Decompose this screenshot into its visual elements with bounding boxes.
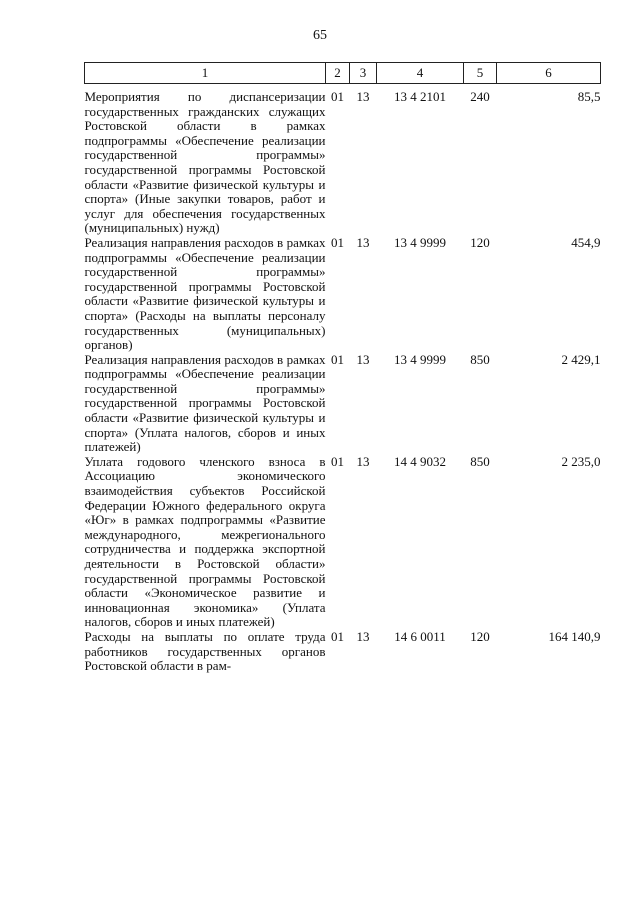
row-section-code: 01: [331, 351, 344, 367]
row-expense-type: 850: [470, 453, 490, 469]
table-header-row: [85, 63, 601, 84]
table-row: [85, 630, 601, 674]
budget-table: [84, 62, 601, 674]
row-section-code: 01: [331, 453, 344, 469]
header-col-5: 5: [464, 63, 497, 84]
row-expense-type: 120: [470, 628, 490, 644]
row-section-code: 01: [331, 89, 344, 104]
row-section-code: 01: [331, 628, 344, 644]
header-col-6: 6: [497, 63, 601, 84]
table-row: [85, 236, 601, 353]
row-target-article: 14 4 9032: [394, 453, 446, 469]
row-amount: 2 235,0: [561, 453, 601, 469]
row-subsection-code: 13: [356, 234, 370, 250]
row-description: Реализация направления расходов в рамках подпрограммы «Обеспечение реализации государственной программы» государственной программы Ростовской области «Развитие физической культуры и спорта» (Уплата налогов, сборов и иных платежей): [84, 351, 326, 455]
row-subsection-code: 13: [356, 453, 370, 469]
row-description: Расходы на выплаты по оплате труда работников государственных органов Ростовской области в рам-: [84, 628, 326, 674]
row-expense-type: 850: [470, 351, 490, 367]
row-description: Реализация направления расходов в рамках подпрограммы «Обеспечение реализации государственной программы» государственной программы Ростовской области «Развитие физической культуры и спорта» (Расходы на выплаты персоналу государственных (муниципальных) органов): [84, 234, 326, 353]
row-description: Мероприятия по диспансеризации государственных гражданских служащих Ростовской области в рамках подпрограммы «Обеспечение реализации государственной программы» государственной программы Ростовской области «Развитие физической культуры и спорта» (Иные закупки товаров, работ и услуг для обеспечения государственных (муниципальных) нужд): [84, 89, 326, 236]
row-expense-type: 120: [470, 234, 490, 250]
row-target-article: 13 4 9999: [394, 234, 446, 250]
header-col-1: 1: [85, 63, 326, 84]
row-target-article: 14 6 0011: [394, 628, 446, 644]
row-amount: 454,9: [571, 234, 601, 250]
table-row: [85, 455, 601, 630]
page-number: 65: [313, 28, 327, 43]
row-expense-type: 240: [470, 89, 490, 104]
row-section-code: 01: [331, 234, 344, 250]
header-col-4: 4: [377, 63, 464, 84]
row-subsection-code: 13: [356, 351, 370, 367]
row-target-article: 13 4 9999: [394, 351, 446, 367]
row-description: Уплата годового членского взноса в Ассоциацию экономического взаимодействия субъектов Российской Федерации Южного федерального округа «Юг» в рамках подпрограммы «Развитие международного, межрегионального сотрудничества и поддержка экспортной деятельности в Ростовской области» государственной программы Ростовской области «Экономическое развитие и инновационная экономика» (Уплата налогов, сборов и иных платежей): [84, 453, 326, 630]
row-subsection-code: 13: [356, 628, 370, 644]
row-amount: 85,5: [577, 89, 601, 104]
header-col-2: 2: [326, 63, 350, 84]
table-row: [85, 84, 601, 236]
row-amount: 164 140,9: [548, 628, 601, 644]
table-row: [85, 353, 601, 455]
header-col-3: 3: [350, 63, 377, 84]
row-target-article: 13 4 2101: [394, 89, 446, 104]
row-amount: 2 429,1: [561, 351, 601, 367]
row-subsection-code: 13: [356, 89, 370, 104]
